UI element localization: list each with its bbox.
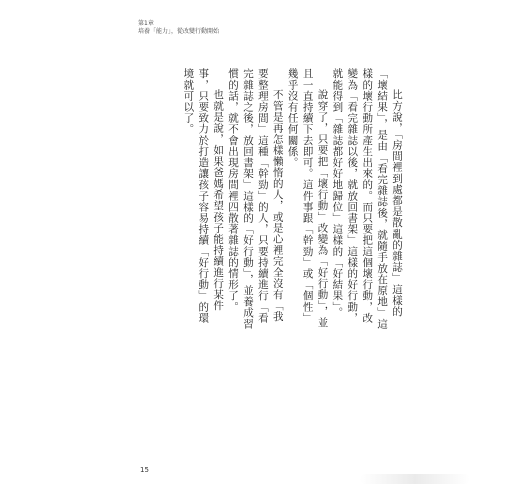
chapter-subtitle: 培養「能力」，從改變行動開始 — [138, 28, 220, 35]
paragraph: 比方說，「房間裡到處都是散亂的雜誌」這樣的「壞結果」，是由「看完雜誌後，就隨手放在原地」這樣的壞行動所產生出來的。而只要把這個壞行動，改變為「看完雜誌以後，就放回書架」這樣的好行動，就能得到「雜誌都好好地歸位」這樣的「好結果」。 — [331, 68, 403, 330]
paragraph: 不管是再怎樣懶惰的人，或是心裡完全沒有「我要整理房間」這種「幹勁」的人，只要持續進行「看完雜誌之後，放回書架」這樣的「好行動」，並養成習慣的話，就不會出現房間裡四散著雜誌的情形了。 — [227, 68, 284, 330]
running-header — [138, 20, 219, 36]
paragraph: 說穿了，只要把「壞行動」改變為「好行動」，並且一直持續下去即可。這件事跟「幹勁」或「個性」幾乎沒有任何關係。 — [286, 68, 329, 328]
page-edge-shadow — [360, 474, 470, 484]
paragraph: 也就是說，如果爸媽希望孩子能持續進行某件事，只要致力於打造讓孩子容易持續「好行動」的環境就可以了。 — [182, 68, 225, 324]
chapter-label: 第1章 — [138, 20, 154, 27]
vertical-body-text — [182, 68, 404, 330]
page-number: 15 — [140, 466, 149, 474]
